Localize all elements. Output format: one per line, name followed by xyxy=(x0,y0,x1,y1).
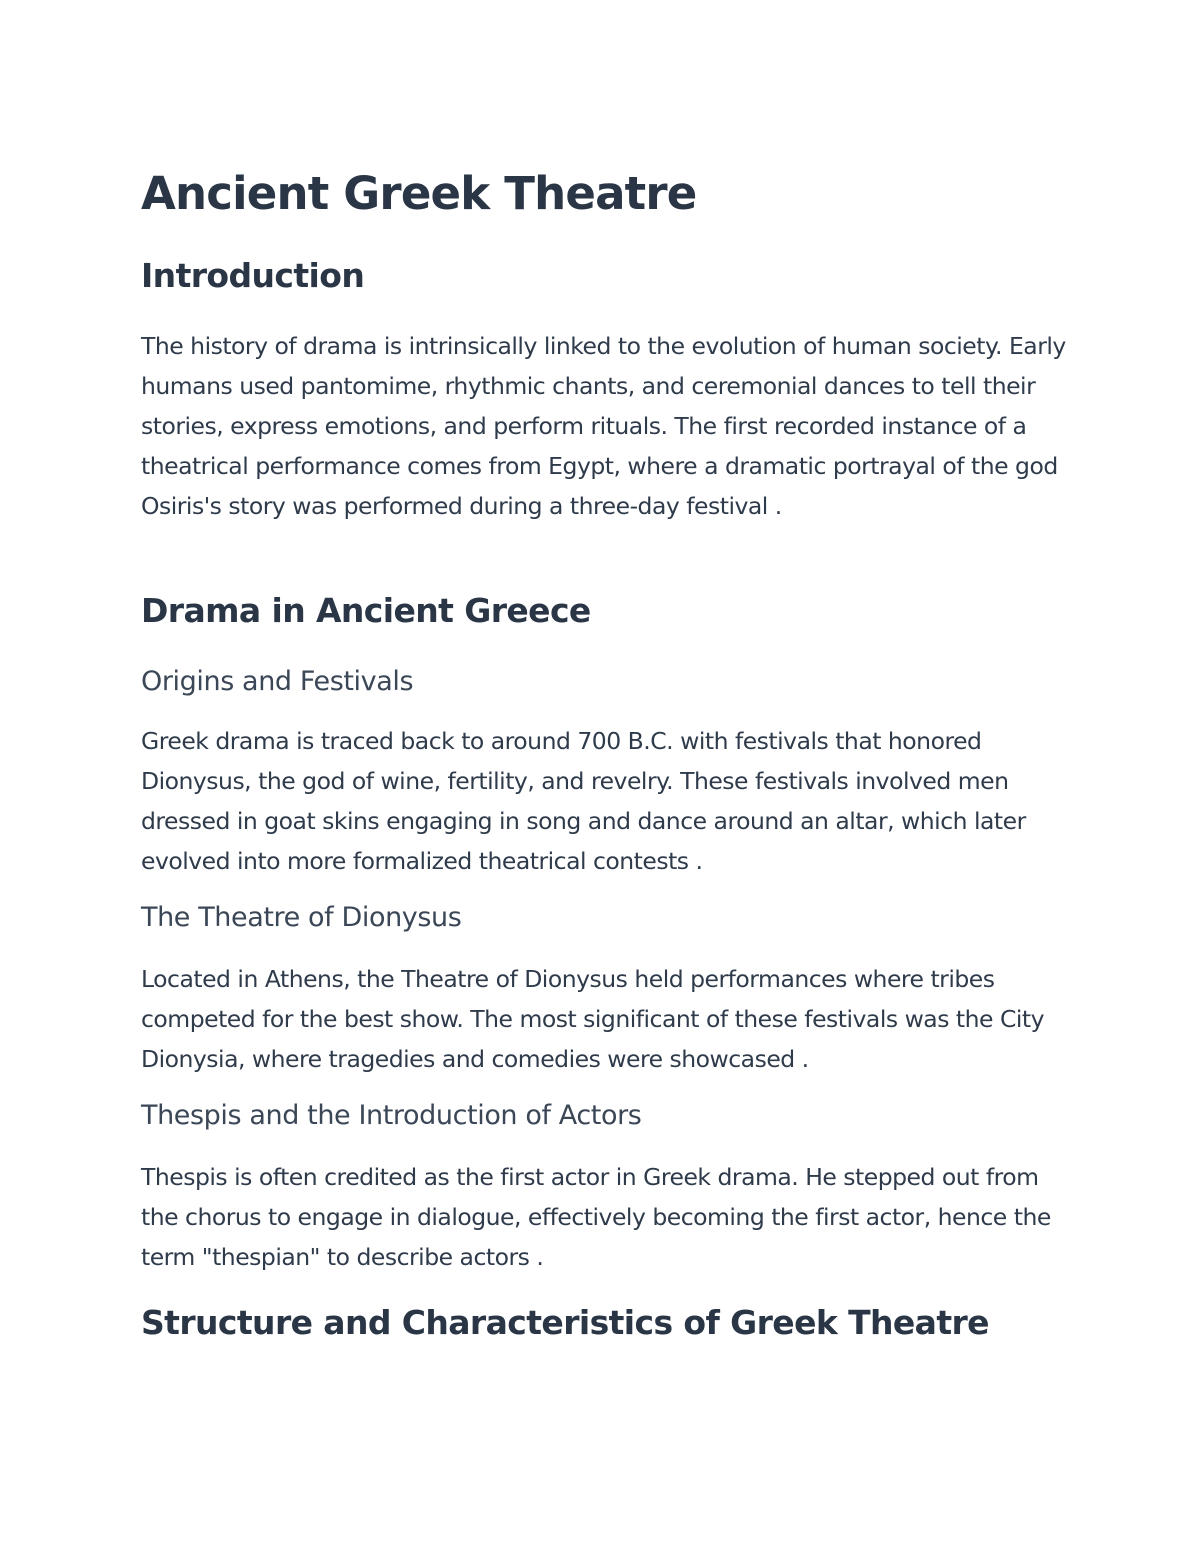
thespis-paragraph: Thespis is often credited as the first actor in Greek drama. He stepped out from the chorus to engage in dialogue, effectively becoming the first actor, hence the term "thespian" to describe actors . xyxy=(141,1163,1051,1271)
thespis-heading: Thespis and the Introduction of Actors xyxy=(141,1100,642,1131)
drama-in-ancient-greece-heading: Drama in Ancient Greece xyxy=(141,591,591,630)
theatre-of-dionysus-paragraph: Located in Athens, the Theatre of Dionysus held performances where tribes competed for the best show. The most significant of these festivals was the City Dionysia, where tragedies and comedies were showcased . xyxy=(141,965,1045,1073)
structure-and-characteristics-heading: Structure and Characteristics of Greek Theatre xyxy=(141,1303,989,1342)
origins-and-festivals-heading: Origins and Festivals xyxy=(141,666,414,697)
origins-and-festivals-paragraph: Greek drama is traced back to around 700 B.C. with festivals that honored Dionysus, the god of wine, fertility, and revelry. These festivals involved men dressed in goat skins engaging in song and dance around an altar, which later evolved into more formalized theatrical contests . xyxy=(141,727,1026,875)
theatre-of-dionysus-heading: The Theatre of Dionysus xyxy=(141,902,462,933)
introduction-paragraph: The history of drama is intrinsically linked to the evolution of human society. Early humans used pantomime, rhythmic chants, and ceremonial dances to tell their stories, express emotions, and perform rituals. The first recorded instance of a theatrical performance comes from Egypt, where a dramatic portrayal of the god Osiris's story was performed during a three-day festival . xyxy=(141,332,1066,520)
introduction-heading: Introduction xyxy=(141,256,365,295)
document-title: Ancient Greek Theatre xyxy=(141,167,697,220)
